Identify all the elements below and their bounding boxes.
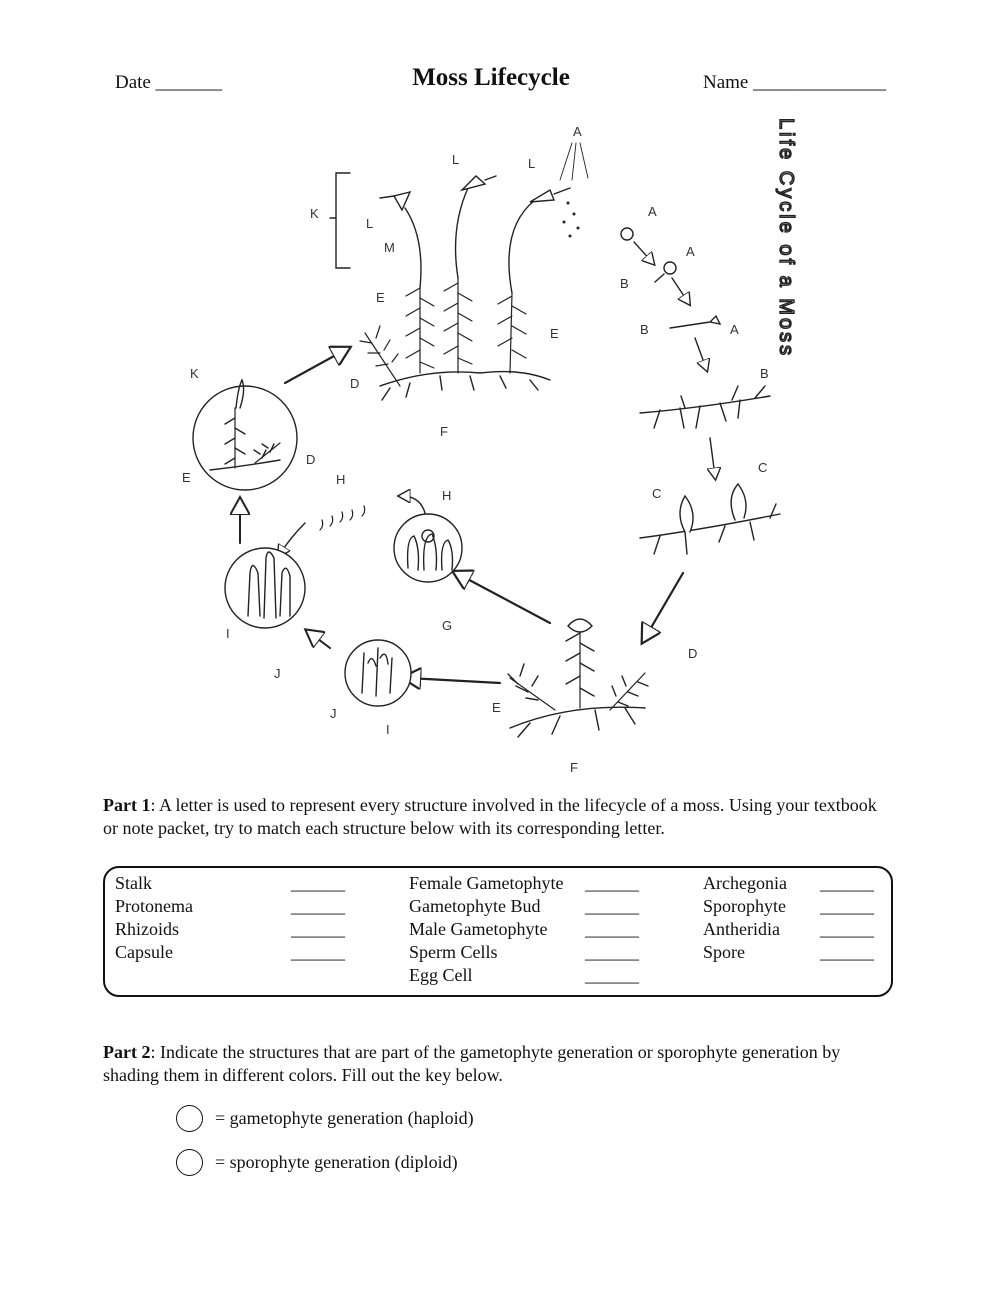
part2-instructions (103, 1041, 883, 1087)
matching-row (703, 941, 874, 964)
svg-text:B: B (760, 366, 769, 381)
answer-blank[interactable]: ______ (585, 965, 639, 985)
mature-sporophyte-group (330, 143, 588, 400)
archegonia-circle-2 (225, 548, 305, 628)
key-sporophyte-label: = sporophyte generation (diploid) (215, 1152, 458, 1172)
young-gametophyte (508, 619, 648, 737)
page-title: Moss Lifecycle (412, 64, 570, 91)
name-label: Name ______________ (703, 72, 887, 93)
date-label: Date _______ (115, 72, 223, 93)
svg-text:D: D (306, 452, 316, 467)
sperm-cells (320, 506, 365, 530)
antheridia-circle (394, 514, 462, 582)
matching-row (703, 918, 874, 941)
matching-column-1 (115, 872, 345, 964)
svg-text:I: I (386, 722, 390, 737)
matching-term: Spore (703, 942, 745, 962)
answer-blank[interactable]: ______ (820, 919, 874, 939)
svg-text:A: A (573, 124, 582, 139)
svg-text:E: E (492, 700, 501, 715)
answer-blank[interactable]: ______ (291, 919, 345, 939)
moss-lifecycle-diagram (140, 118, 840, 783)
matching-row (703, 895, 874, 918)
matching-term: Gametophyte Bud (409, 896, 541, 916)
part2-text: : Indicate the structures that are part of the gametophyte generation or sporophyte generation by shading them in different colors. Fill out the key below. (103, 1042, 841, 1085)
svg-text:L: L (528, 156, 536, 171)
key-sporophyte (176, 1149, 458, 1176)
matching-row (409, 941, 639, 964)
answer-blank[interactable]: ______ (585, 942, 639, 962)
answer-blank[interactable]: ______ (585, 896, 639, 916)
answer-blank[interactable]: ______ (291, 942, 345, 962)
svg-text:J: J (330, 706, 337, 721)
svg-text:A: A (648, 204, 657, 219)
answer-blank[interactable]: ______ (820, 942, 874, 962)
matching-row (409, 964, 639, 987)
matching-box (103, 866, 893, 997)
svg-text:E: E (182, 470, 191, 485)
svg-text:M: M (384, 240, 395, 255)
svg-text:J: J (274, 666, 281, 681)
svg-text:F: F (440, 424, 448, 439)
answer-blank[interactable]: ______ (585, 873, 639, 893)
matching-term: Male Gametophyte (409, 919, 548, 939)
svg-text:K: K (310, 206, 319, 221)
svg-text:L: L (452, 152, 460, 167)
svg-text:L: L (366, 216, 374, 231)
answer-blank[interactable]: ______ (820, 873, 874, 893)
part1-heading: Part 1 (103, 795, 151, 815)
part1-text: : A letter is used to represent every structure involved in the lifecycle of a moss. Using your textbook or note packet, try to match each structure below with its corresponding letter. (103, 795, 877, 838)
answer-blank[interactable]: ______ (585, 919, 639, 939)
matching-row (409, 872, 639, 895)
matching-column-2 (409, 872, 639, 987)
gametophyte-color-circle[interactable] (176, 1105, 203, 1132)
svg-text:B: B (640, 322, 649, 337)
matching-column-3 (703, 872, 874, 964)
svg-text:C: C (758, 460, 768, 475)
matching-row (115, 872, 345, 895)
matching-term: Capsule (115, 942, 173, 962)
matching-term: Archegonia (703, 873, 787, 893)
matching-term: Protonema (115, 896, 193, 916)
key-gametophyte-label: = gametophyte generation (haploid) (215, 1108, 474, 1128)
matching-term: Female Gametophyte (409, 873, 564, 893)
matching-term: Sperm Cells (409, 942, 498, 962)
matching-row (115, 941, 345, 964)
matching-row (409, 895, 639, 918)
svg-text:H: H (442, 488, 452, 503)
answer-blank[interactable]: ______ (820, 896, 874, 916)
matching-row (115, 918, 345, 941)
svg-text:B: B (620, 276, 629, 291)
matching-term: Sporophyte (703, 896, 786, 916)
matching-row (409, 918, 639, 941)
svg-text:G: G (442, 618, 453, 633)
svg-text:E: E (550, 326, 559, 341)
answer-blank[interactable]: ______ (291, 873, 345, 893)
diagram-watermark: Life Cycle of a Moss (775, 118, 797, 359)
svg-text:D: D (688, 646, 698, 661)
answer-blank[interactable]: ______ (291, 896, 345, 916)
spore-germination (621, 228, 780, 638)
matching-row (703, 872, 874, 895)
sporophyte-color-circle[interactable] (176, 1149, 203, 1176)
matching-term: Egg Cell (409, 965, 473, 985)
svg-text:D: D (350, 376, 360, 391)
svg-text:K: K (190, 366, 199, 381)
matching-row (115, 895, 345, 918)
part1-instructions (103, 794, 883, 840)
svg-text:E: E (376, 290, 385, 305)
svg-text:A: A (686, 244, 695, 259)
archegonia-circle-1 (345, 640, 411, 706)
svg-text:A: A (730, 322, 739, 337)
fertilized-circle (193, 380, 297, 490)
key-gametophyte (176, 1105, 474, 1132)
svg-text:C: C (652, 486, 662, 501)
part2-heading: Part 2 (103, 1042, 151, 1062)
matching-term: Stalk (115, 873, 153, 893)
svg-text:F: F (570, 760, 578, 775)
svg-text:I: I (226, 626, 230, 641)
svg-text:H: H (336, 472, 346, 487)
matching-term: Rhizoids (115, 919, 180, 939)
matching-term: Antheridia (703, 919, 780, 939)
